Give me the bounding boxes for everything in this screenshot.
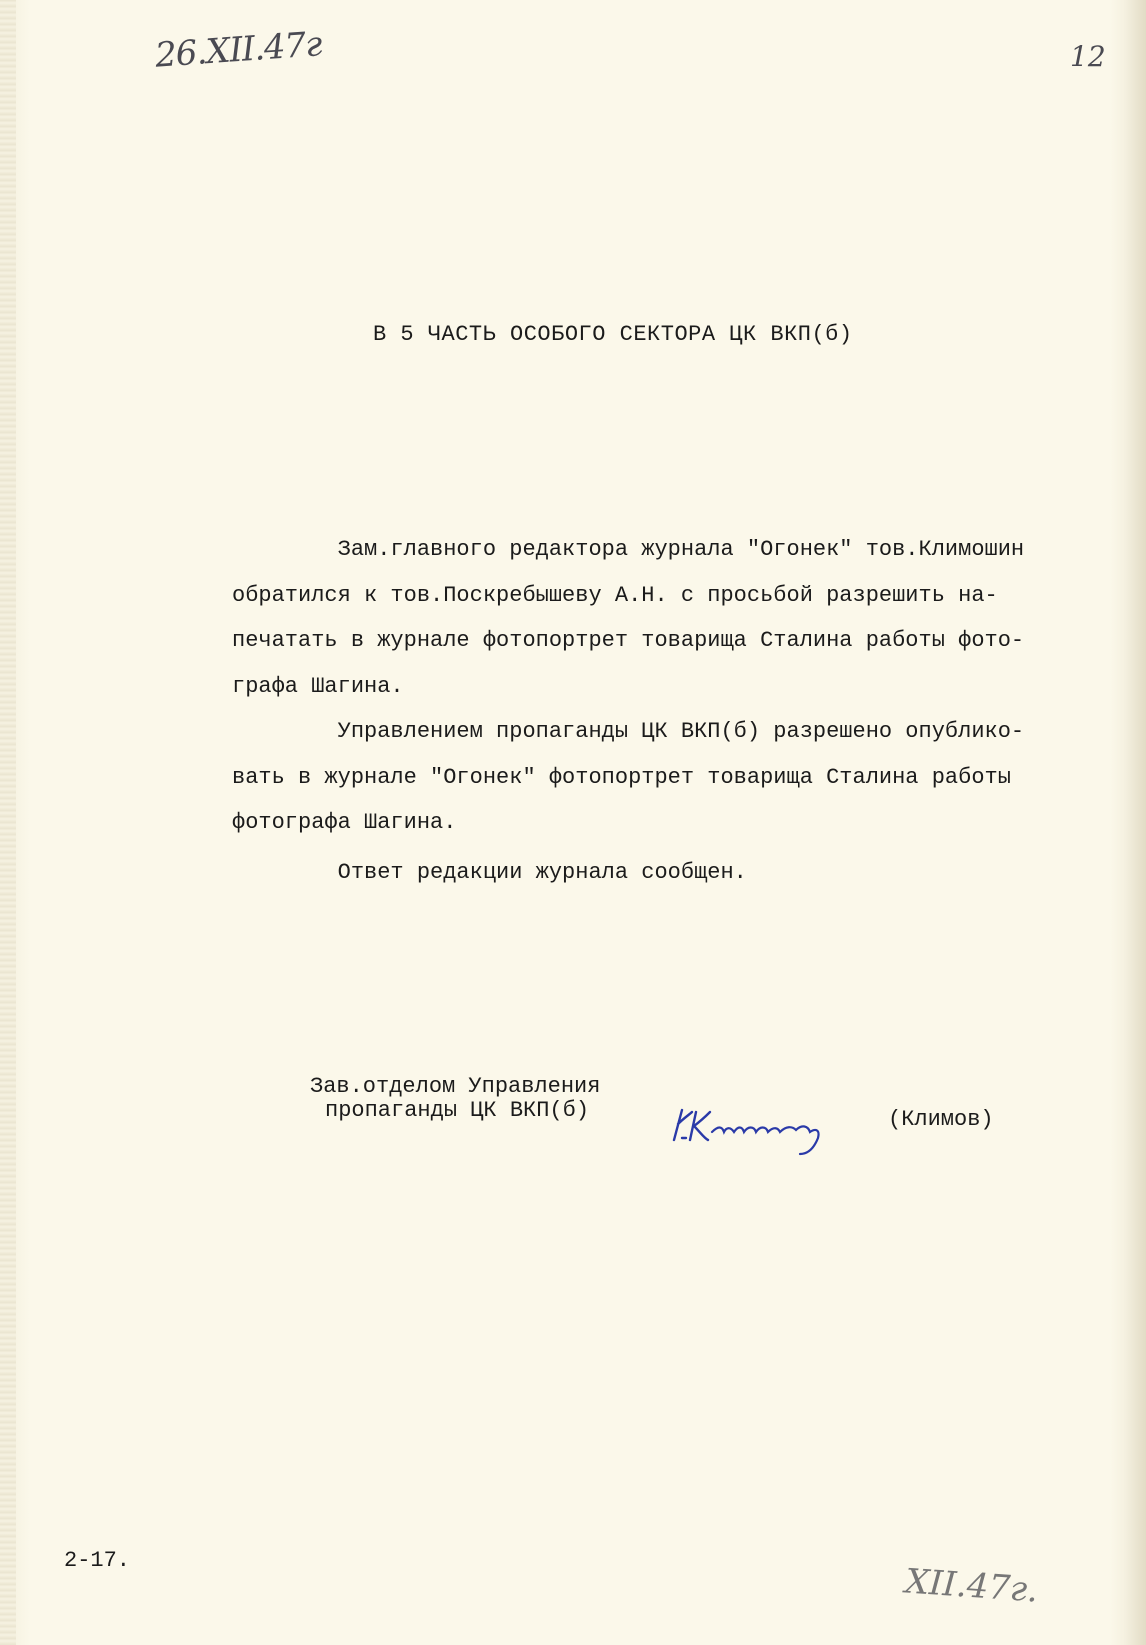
paragraph-reply: Ответ редакции журнала сообщен. — [232, 860, 747, 885]
document-heading: В 5 ЧАСТЬ ОСОБОГО СЕКТОРА ЦК ВКП(б) — [373, 322, 853, 347]
signatory-title-line2: пропаганды ЦК ВКП(б) — [325, 1098, 590, 1123]
handwritten-signature — [668, 1098, 858, 1158]
handwritten-bottom-note: XII.47г. — [903, 1561, 1040, 1611]
signatory-title-line1: Зав.отделом Управления — [310, 1074, 601, 1099]
paragraph-request: Зам.главного редактора журнала "Огонек" тов.Климошин обратился к тов.Поскребышеву А.Н. с просьбой разрешить на- печатать в журнале фотопортрет товарища Сталина работы фото- графа Шагина. — [232, 537, 1025, 699]
paragraph-permission: Управлением пропаганды ЦК ВКП(б) разрешено опублико- вать в журнале "Огонек" фотопортрет товарища Сталина работы фотографа Шагина. — [232, 719, 1025, 835]
signatory-name: (Климов) — [888, 1107, 994, 1132]
reference-code: 2-17. — [64, 1548, 131, 1573]
handwritten-date: 26.XII.47г — [153, 24, 323, 76]
signatory-title — [310, 1075, 600, 1123]
paper-edge-left — [0, 0, 16, 1645]
paper-edge-right — [1124, 0, 1146, 1645]
handwritten-page-number: 12 — [1070, 40, 1106, 73]
